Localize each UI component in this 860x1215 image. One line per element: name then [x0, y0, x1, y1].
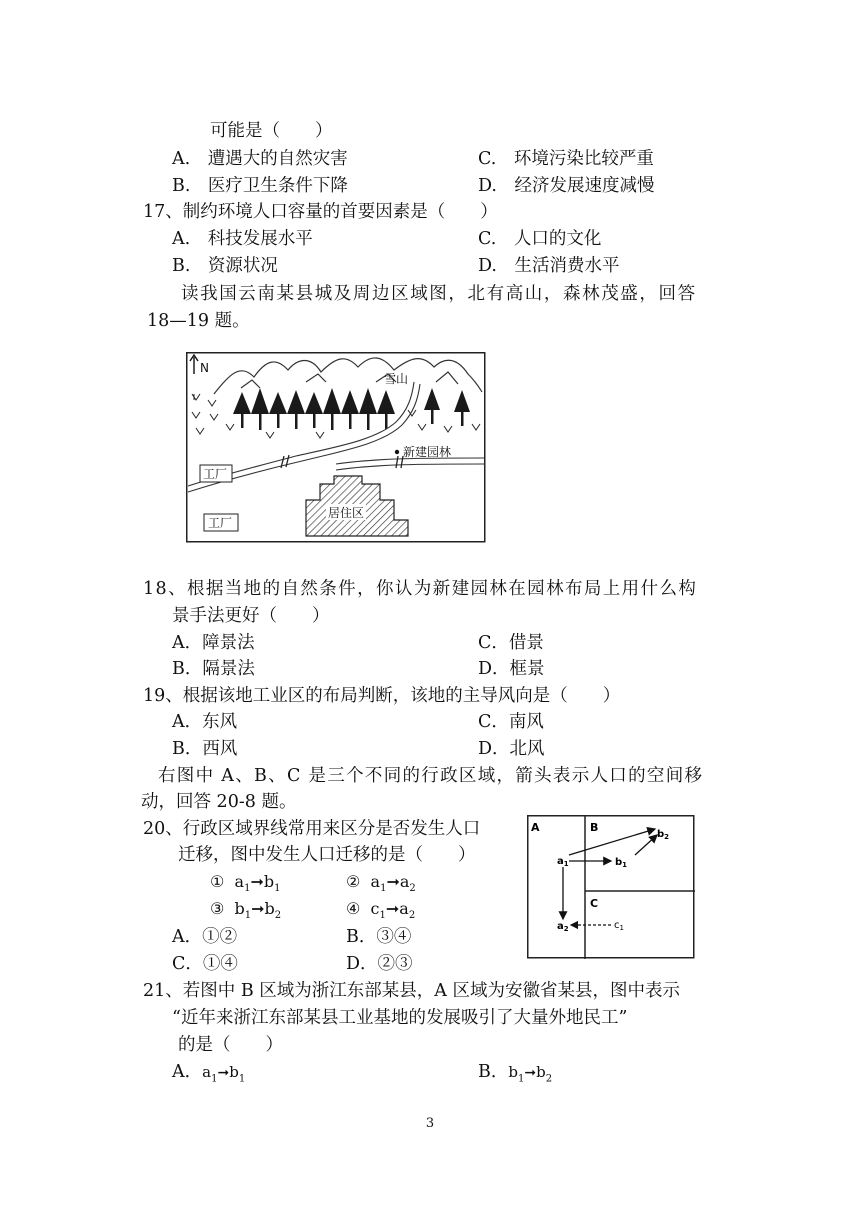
factory1-label: 工厂 — [203, 467, 228, 481]
q18-stem-line2: 景手法更好（ ） — [172, 606, 330, 626]
intro2-line1: 右图中 A、B、C 是三个不同的行政区域，箭头表示人口的空间移 — [158, 766, 704, 786]
item-3-to: b — [264, 899, 275, 918]
item-2-to-sub: 2 — [409, 883, 416, 895]
item-1-from: a — [234, 872, 245, 891]
option-b-to: b — [536, 1063, 546, 1081]
migration-diagram — [527, 815, 695, 959]
item-3-from-sub: 1 — [244, 910, 252, 922]
item-1-from-sub: 1 — [244, 883, 251, 895]
q18-option-b: B．隔景法 — [172, 659, 255, 679]
item-2-from-sub: 1 — [380, 883, 387, 895]
item-3-to-sub: 2 — [274, 910, 282, 922]
option-a-to-sub: 1 — [238, 1073, 246, 1085]
option-b-to-sub: 2 — [545, 1073, 553, 1085]
north-label: N — [200, 361, 209, 375]
intro2-line2: 动，回答 20-8 题。 — [141, 792, 297, 812]
point-c1: $c_1$ — [614, 920, 624, 932]
option-b-from-sub: 1 — [517, 1073, 525, 1085]
new-garden-label: 新建园林 — [403, 445, 452, 459]
item-4-from-sub: 1 — [379, 910, 386, 922]
q21-option-a — [172, 1060, 245, 1092]
q21-stem-line3: 的是（ ） — [178, 1035, 283, 1055]
option-b-label: B． — [478, 1062, 509, 1082]
q17-option-d: D. 生活消费水平 — [478, 256, 620, 276]
q21-stem-line1: 21、若图中 B 区域为浙江东部某县，A 区域为安徽省某县，图中表示 — [143, 981, 680, 1001]
region-b-label: B — [590, 821, 599, 834]
q20-stem-line1: 20、行政区域界线常用来区分是否发生人口 — [143, 819, 481, 839]
region-c-label: C — [590, 897, 599, 910]
option-a-to: b — [229, 1063, 239, 1081]
q18-stem-line1: 18、根据当地的自然条件，你认为新建园林在园林布局上用什么构 — [143, 579, 698, 599]
residential-label: 居住区 — [328, 506, 365, 520]
q19-option-d: D．北风 — [478, 739, 545, 759]
q16-stem-tail: 可能是（ ） — [210, 121, 333, 141]
factory2-label: 工厂 — [208, 516, 233, 530]
intro1-line1: 读我国云南某县城及周边区域图，北有高山，森林茂盛，回答 — [181, 284, 697, 304]
q17-stem: 17、制约环境人口容量的首要因素是（ ） — [143, 202, 498, 222]
new-garden-dot — [395, 450, 399, 454]
q19-option-b: B．西风 — [172, 739, 238, 759]
q18-option-a: A．障景法 — [172, 633, 255, 653]
point-b1: $b_1$ — [615, 857, 628, 869]
item-2-to: a — [399, 872, 410, 891]
county-map — [186, 352, 486, 544]
q20-item-4 — [346, 897, 415, 928]
q20-option-d: D．②③ — [346, 954, 413, 974]
arrow-right-icon: ➞ — [385, 899, 400, 918]
page-number: 3 — [425, 1116, 435, 1131]
item-3-number: ③ — [210, 899, 225, 918]
arrow-right-icon: ➞ — [524, 1065, 537, 1081]
arrow-right-icon: ➞ — [386, 872, 400, 891]
q20-option-c: C．①④ — [172, 954, 238, 974]
q20-option-b: B．③④ — [346, 927, 412, 947]
item-2-from: a — [370, 872, 381, 891]
q19-option-a: A．东风 — [172, 712, 238, 732]
item-4-to: a — [399, 899, 409, 918]
point-a1: $a_1$ — [557, 856, 569, 868]
q16-option-c: C. 环境污染比较严重 — [478, 149, 654, 169]
q18-option-d: D．框景 — [478, 659, 545, 679]
q18-option-c: C．借景 — [478, 633, 544, 653]
arrow-right-icon: ➞ — [217, 1065, 230, 1081]
item-4-number: ④ — [346, 899, 361, 918]
q19-option-c: C．南风 — [478, 712, 544, 732]
q21-stem-line2: “近年来浙江东部某县工业基地的发展吸引了大量外地民工” — [172, 1008, 628, 1028]
item-1-to: b — [263, 872, 275, 891]
q17-option-b: B. 资源状况 — [172, 256, 278, 276]
point-b2: $b_2$ — [657, 829, 670, 841]
arrow-right-icon: ➞ — [251, 899, 265, 918]
option-a-label: A． — [172, 1062, 203, 1082]
option-a-from-sub: 1 — [211, 1073, 218, 1085]
option-a-from: a — [202, 1063, 212, 1081]
q17-option-c: C. 人口的文化 — [478, 229, 602, 249]
arrow-right-icon: ➞ — [250, 872, 264, 891]
item-1-number: ① — [210, 872, 225, 891]
point-a2: $a_2$ — [557, 921, 569, 933]
item-4-from: c — [370, 899, 380, 918]
q20-option-a: A．①② — [172, 927, 238, 947]
item-1-to-sub: 1 — [274, 883, 281, 895]
region-a-label: A — [531, 821, 540, 834]
q19-stem: 19、根据该地工业区的布局判断，该地的主导风向是（ ） — [143, 686, 621, 706]
item-3-from: b — [234, 899, 245, 918]
snow-mountain-label: 雪山 — [384, 372, 409, 386]
q21-option-b — [478, 1060, 552, 1092]
q16-option-a: A. 遭遇大的自然灾害 — [172, 149, 348, 169]
intro1-line2: 18—19 题。 — [147, 311, 250, 331]
option-b-from: b — [508, 1063, 518, 1081]
q20-stem-line2: 迁移，图中发生人口迁移的是（ ） — [178, 845, 476, 865]
q16-option-d: D. 经济发展速度减慢 — [478, 176, 655, 196]
item-4-to-sub: 2 — [408, 910, 416, 922]
q20-item-3 — [210, 897, 281, 928]
q17-option-a: A. 科技发展水平 — [172, 229, 313, 249]
q16-option-b: B. 医疗卫生条件下降 — [172, 176, 348, 196]
item-2-number: ② — [346, 872, 361, 891]
